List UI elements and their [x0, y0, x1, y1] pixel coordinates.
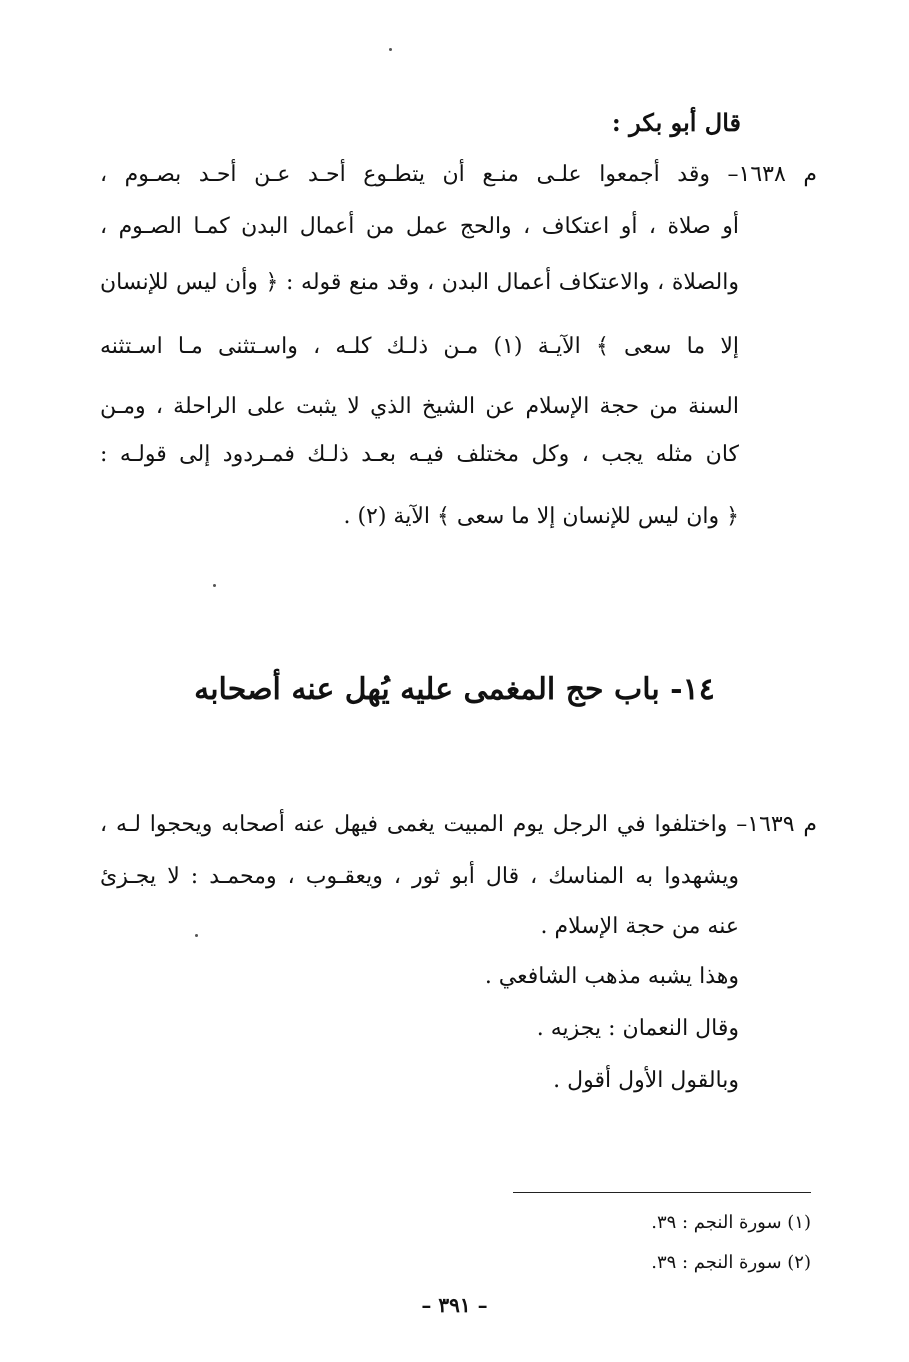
text-line: إلا ما سعى ﴾ الآيـة (١) مـن ذلـك كلـه ، واسـتثنى مـا اسـتثنه — [100, 334, 739, 359]
chapter-heading: ١٤- باب حج المغمى عليه يُهل عنه أصحابه — [194, 672, 715, 707]
scan-speck — [195, 934, 198, 937]
text-line: وهذا يشبه مذهب الشافعي . — [484, 964, 739, 989]
text-line: كان مثله يجب ، وكل مختلف فيـه بعـد ذلـك فمـردود إلى قولـه : — [100, 442, 739, 467]
text-line: ويشهدوا به المناسك ، قال أبو ثور ، ويعقـوب ، ومحمـد : لا يجـزئ — [100, 864, 739, 889]
text-line: وبالقول الأول أقول . — [553, 1068, 739, 1093]
text-line: م ١٦٣٩– واختلفوا في الرجل يوم المبيت يغمى فيهل عنه أصحابه ويحجوا لـه ، — [100, 812, 817, 837]
text-line: م ١٦٣٨– وقد أجمعوا علـى منـع أن يتطـوع أحـد عـن أحـد بصـوم ، — [100, 162, 817, 187]
scan-speck — [213, 584, 216, 587]
text-line: وقال النعمان : يجزيه . — [536, 1016, 739, 1041]
footnote: (١) سورة النجم : ٣٩. — [651, 1212, 811, 1233]
text-line: عنه من حجة الإسلام . — [540, 914, 739, 939]
text-line: والصلاة ، والاعتكاف أعمال البدن ، وقد منع قوله : ﴿ وأن ليس للإنسان — [100, 270, 739, 295]
footnote-divider — [513, 1192, 811, 1193]
footnote: (٢) سورة النجم : ٣٩. — [651, 1252, 811, 1273]
text-line: السنة من حجة الإسلام عن الشيخ الذي لا يثبت على الراحلة ، ومـن — [100, 394, 739, 419]
page-number: – ٣٩١ – — [421, 1293, 488, 1317]
text-line: ﴿ وان ليس للإنسان إلا ما سعى ﴾ الآية (٢) . — [343, 504, 739, 529]
scan-speck — [389, 48, 392, 51]
speaker-label: قال أبو بكر : — [611, 108, 741, 137]
text-line: أو صلاة ، أو اعتكاف ، والحج عمل من أعمال البدن كمـا الصـوم ، — [100, 214, 739, 239]
